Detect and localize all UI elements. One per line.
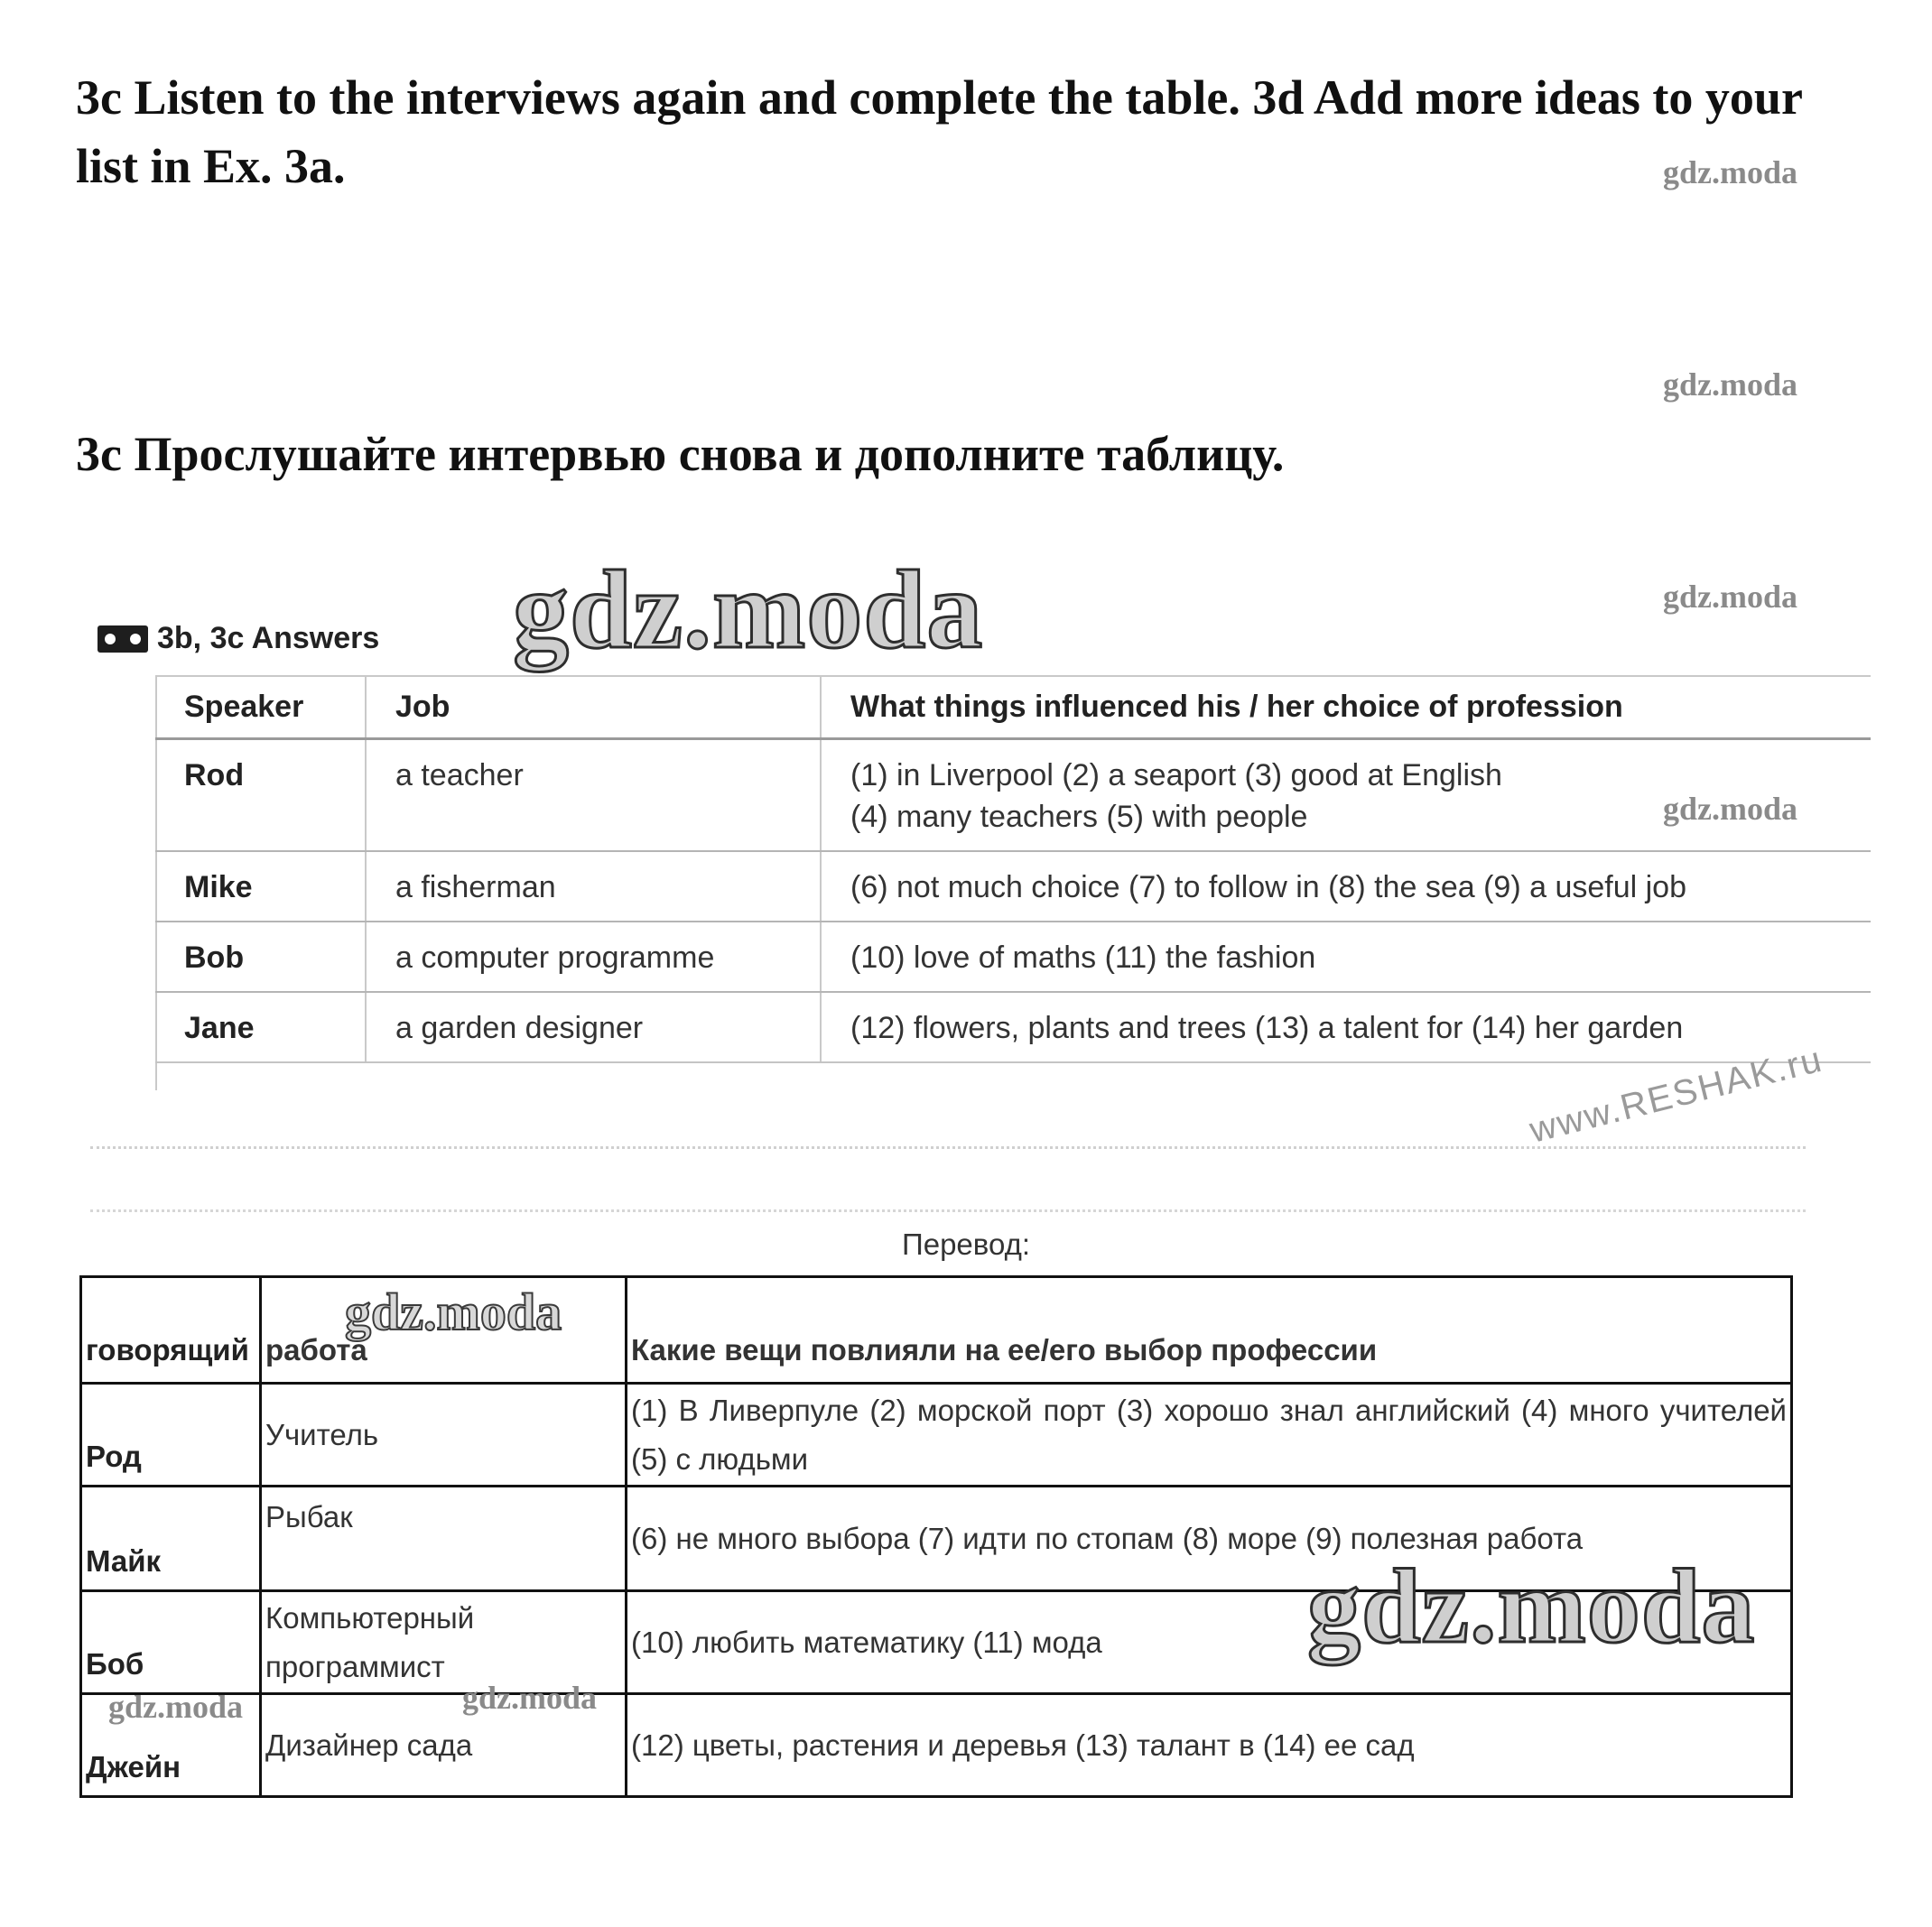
job-cell: a fisherman xyxy=(366,851,821,922)
things-cell: (1) in Liverpool (2) a seaport (3) good at English (4) many teachers (5) with people xyxy=(821,739,1871,852)
speaker-cell: Jane xyxy=(155,992,366,1062)
watermark: gdz.moda xyxy=(108,1689,244,1725)
watermark: www.RESHAK.ru xyxy=(1526,1039,1827,1151)
things-cell: (10) love of maths (11) the fashion xyxy=(821,922,1871,992)
column-header: Какие вещи повлияли на ее/его выбор профессии xyxy=(627,1277,1792,1384)
cassette-icon xyxy=(98,625,148,653)
things-cell: (1) В Ливерпуле (2) морской порт (3) хорошо знал английский (4) много учителей (5) с людьми xyxy=(627,1384,1792,1487)
column-header: Job xyxy=(366,677,821,739)
watermark: gdz.moda xyxy=(1663,579,1798,615)
watermark: gdz.moda xyxy=(462,1680,598,1716)
table-header-row xyxy=(155,677,1871,739)
job-cell: a computer programme xyxy=(366,922,821,992)
column-header: What things influenced his / her choice of profession xyxy=(821,677,1871,739)
column-header: говорящий xyxy=(81,1277,261,1384)
exercise-heading-ru: 3c Прослушайте интервью снова и дополните таблицу. xyxy=(76,427,1285,481)
job-cell: a teacher xyxy=(366,739,821,852)
table-header-row xyxy=(81,1277,1792,1384)
speaker-cell: Bob xyxy=(155,922,366,992)
table-row xyxy=(155,992,1871,1062)
column-header: Speaker xyxy=(155,677,366,739)
table-row xyxy=(81,1384,1792,1487)
answers-table xyxy=(155,677,1871,1063)
translation-table xyxy=(79,1275,1793,1798)
things-cell: (12) flowers, plants and trees (13) a talent for (14) her garden xyxy=(821,992,1871,1062)
exercise-heading-en: 3c Listen to the interviews again and complete the table. 3d Add more ideas to your list in Ex. 3a. xyxy=(76,70,1802,193)
things-cell: (6) not much choice (7) to follow in (8) the sea (9) a useful job xyxy=(821,851,1871,922)
table-row xyxy=(155,851,1871,922)
table-row xyxy=(155,922,1871,992)
table-row xyxy=(81,1694,1792,1797)
divider xyxy=(90,1209,1806,1212)
watermark: gdz.moda xyxy=(1663,366,1798,403)
table-row xyxy=(155,739,1871,852)
speaker-cell: Род xyxy=(81,1384,261,1487)
speaker-cell: Mike xyxy=(155,851,366,922)
job-cell: Учитель xyxy=(261,1384,627,1487)
things-cell: (6) не много выбора (7) идти по стопам (8) море (9) полезная работа xyxy=(627,1487,1792,1591)
divider xyxy=(90,1146,1806,1149)
speaker-cell: Боб xyxy=(81,1591,261,1694)
speaker-cell: Rod xyxy=(155,739,366,852)
speaker-cell: Джейн xyxy=(81,1694,261,1797)
translation-label: Перевод: xyxy=(902,1228,1030,1261)
answers-heading-label: 3b, 3c Answers xyxy=(157,621,380,655)
job-cell: a garden designer xyxy=(366,992,821,1062)
watermark: gdz.moda xyxy=(1663,791,1798,827)
answers-heading xyxy=(98,621,379,656)
things-cell: (10) любить математику (11) мода xyxy=(627,1591,1792,1694)
watermark: gdz.moda xyxy=(1307,1547,1756,1665)
job-cell: Дизайнер сада xyxy=(261,1694,627,1797)
job-cell: Компьютерный программист xyxy=(261,1591,627,1694)
column-header: работа xyxy=(261,1277,627,1384)
watermark: gdz.moda xyxy=(1663,154,1798,190)
things-cell: (12) цветы, растения и деревья (13) талант в (14) ее сад xyxy=(627,1694,1792,1797)
watermark: gdz.moda xyxy=(513,548,984,672)
speaker-cell: Майк xyxy=(81,1487,261,1591)
job-cell: Рыбак xyxy=(261,1487,627,1591)
watermark: gdz.moda xyxy=(345,1283,562,1341)
